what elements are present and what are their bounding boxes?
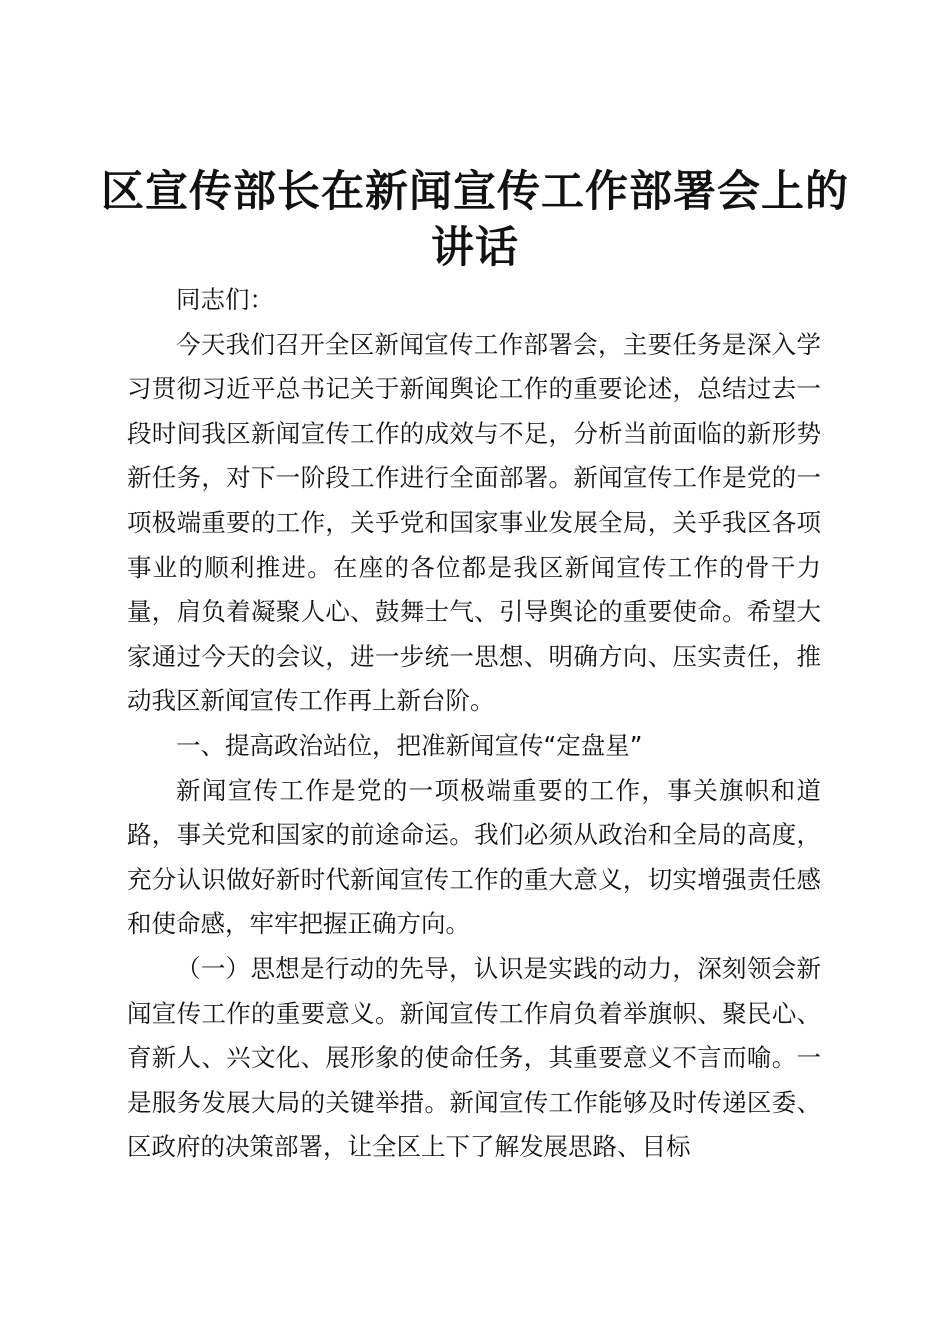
intro-paragraph: 今天我们召开全区新闻宣传工作部署会，主要任务是深入学习贯彻习近平总书记关于新闻舆论工作的重要论述，总结过去一段时间我区新闻宣传工作的成效与不足，分析当前面临的新形势新任务，对下一阶段工作进行全面部署。新闻宣传工作是党的一项极端重要的工作，关乎党和国家事业发展全局，关乎我区各项事业的顺利推进。在座的各位都是我区新闻宣传工作的骨干力量，肩负着凝聚人心、鼓舞士气、引导舆论的重要使命。希望大家通过今天的会议，进一步统一思想、明确方向、压实责任，推动我区新闻宣传工作再上新台阶。 (127, 329, 821, 716)
document-title: 区宣传部长在新闻宣传工作部署会上的讲话 (101, 167, 849, 273)
salutation: 同志们： (176, 285, 274, 314)
document-body (127, 278, 821, 1170)
section-1-paragraph: 新闻宣传工作是党的一项极端重要的工作，事关旗帜和道路，事关党和国家的前途命运。我们必须从政治和全局的高度，充分认识做好新时代新闻宣传工作的重大意义，切实增强责任感和使命感，牢牢把握正确方向。 (127, 775, 821, 939)
subsection-1-paragraph: （一）思想是行动的先导，认识是实践的动力，深刻领会新闻宣传工作的重要意义。新闻宣传工作肩负着举旗帜、聚民心、育新人、兴文化、展形象的使命任务，其重要意义不言而喻。一是服务发展大局的关键举措。新闻宣传工作能够及时传递区委、区政府的决策部署，让全区上下了解发展思路、目标 (127, 953, 821, 1162)
section-heading-1: 一、提高政治站位，把准新闻宣传“定盘星” (176, 730, 643, 760)
